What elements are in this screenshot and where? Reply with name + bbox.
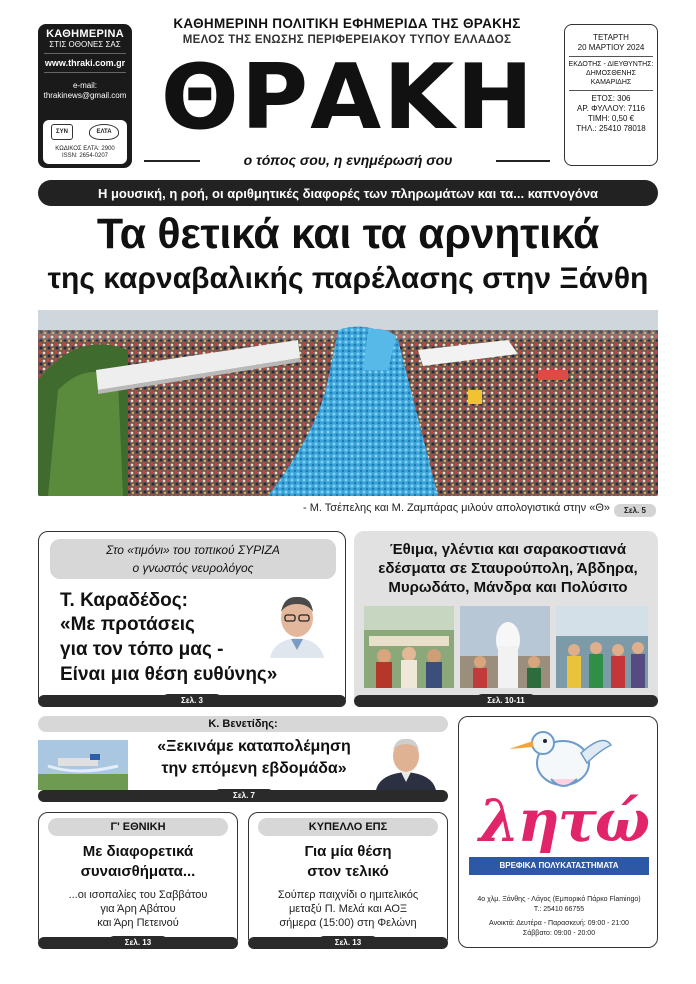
karadedos-portrait [262,588,332,658]
venetidis-quote-line2: την επόμενη εβδομάδα» [161,760,347,777]
website-link[interactable]: www.thraki.com.gr [44,58,126,68]
venetidis-label: Κ. Βενετίδης: [38,716,448,732]
cup-text-line3: σήμερα (15:00) στη Φελώνη [279,917,417,929]
customs-headline-line2: εδέσματα σε Σταυρούπολη, Άβδηρα, [378,560,638,577]
customs-photo-3 [556,606,648,688]
leto-hours-weekdays: Ανοικτά: Δευτέρα - Παρασκευή: 09:00 - 21:00 [489,920,629,927]
carnival-parade-photo[interactable] [38,310,658,496]
gamma-text-line1: ...οι ισοπαλίες του Σαββάτου [68,889,208,901]
lead-strap-text: Η μουσική, η ροή, οι αριθμητικές διαφορές των πληρωμάτων και τα... καπνογόνα [97,185,599,201]
email-link[interactable]: thrakinews@gmail.com [43,91,127,100]
divider [44,72,126,73]
publisher-label: ΕΚΔΟΤΗΣ - ΔΙΕΥΘΥΝΤΗΣ: [568,61,654,68]
leto-hours-saturday: Σάββατο: 09:00 - 20:00 [522,930,596,937]
customs-headline-line1: Έθιμα, γλέντια και σαρακοστιανά [389,541,627,558]
cup-text-line1: Σούπερ παιχνίδι ο ημιτελικός [277,889,419,901]
venetidis-portrait [370,734,442,790]
syriza-person-name: Τ. Καραδέδος: [60,590,188,611]
divider [569,90,653,91]
email-label: e-mail: [72,81,97,90]
lead-strap [38,180,658,206]
lead-subheadline[interactable]: της καρναβαλικής παρέλασης στην Ξάνθη [47,262,649,295]
stork-icon [503,723,615,795]
gamma-page-ref[interactable]: Σελ. 13 [108,936,168,949]
leto-advertisement[interactable] [458,716,658,948]
postal-code: ΚΩΔΙΚΟΣ ΕΛΤΑ: 2900 [55,146,115,152]
customs-headline [360,540,656,597]
issue-price: ΤΙΜΗ: 0,50 € [587,114,635,123]
leto-contact [463,895,655,939]
photo-caption: - Μ. Τσέπελης και Μ. Ζαμπάρας μιλούν απολογιστικά στην «Θ» [302,502,610,514]
cup-text [254,888,442,930]
spraying-photo [38,740,128,790]
venetidis-quote-line1: «Ξεκινάμε καταπολέμηση [157,738,351,755]
daily-label: ΚΑΘΗΜΕΡΙΝΑ [46,28,124,40]
gamma-text [44,888,232,930]
motto: ο τόπος σου, η ενημέρωσή σου [200,152,496,168]
syriza-kicker [50,539,336,579]
tagline-top: ΚΑΘΗΜΕΡΙΝΗ ΠΟΛΙΤΙΚΗ ΕΦΗΜΕΡΙΔΑ ΤΗΣ ΘΡΑΚΗΣ [173,16,521,31]
syriza-kicker-line1: Στο «τιμόνι» του τοπικού ΣΥΡΙΖΑ [106,543,280,557]
syriza-quote-line2: για τον τόπο μας - [60,639,224,660]
cup-label: ΚΥΠΕΛΛΟ ΕΠΣ [258,818,438,836]
issue-year: ΕΤΟΣ: 306 [591,94,631,103]
issue-date: 20 ΜΑΡΤΙΟΥ 2024 [577,43,645,52]
customs-photo-2 [460,606,550,688]
issue-info-box [564,24,658,166]
syriza-kicker-line2: ο γνωστός νευρολόγος [132,561,254,575]
cup-headline [254,842,442,882]
cup-page-ref[interactable]: Σελ. 13 [318,936,378,949]
publisher-name: ΔΗΜΟΣΘΕΝΗΣ [586,70,636,77]
gamma-text-line3: και Άρη Πετεινού [97,917,179,929]
customs-photo-1 [364,606,454,688]
tagline-member: ΜΕΛΟΣ ΤΗΣ ΕΝΩΣΗΣ ΠΕΡΙΦΕΡΕΙΑΚΟΥ ΤΥΠΟΥ ΕΛΛΑΔΟΣ [182,34,512,46]
issue-day: ΤΕΤΑΡΤΗ [593,33,629,42]
elta-logo-icon: ΕΛΤΑ [89,124,119,140]
leto-phone: Τ.: 25410 66755 [533,906,585,913]
contact-phone: ΤΗΛ.: 25410 78018 [576,124,646,133]
divider [569,56,653,57]
syriza-page-ref[interactable]: Σελ. 3 [162,694,222,707]
parade-illustration [38,310,658,496]
publisher-surname: ΚΑΜΑΡΙΔΗΣ [590,79,632,86]
issn: ISSN: 2654-0207 [61,153,109,159]
lead-headline[interactable]: Τα θετικά και τα αρνητικά [96,210,600,258]
venetidis-page-ref[interactable]: Σελ. 7 [214,789,274,802]
cup-headline-line2: στον τελικό [307,863,389,880]
syriza-quote-line3: Είναι μια θέση ευθύνης» [60,664,278,685]
leto-address: 4ο χλμ. Ξάνθης - Λάγος (Εμπορικό Πάρκο Flamingo) [477,896,641,903]
leto-logo: λητώ [479,787,649,855]
lead-page-ref[interactable]: Σελ. 5 [614,504,656,517]
gamma-headline-line2: συναισθήματα... [80,863,196,880]
gamma-text-line2: για Άρη Αβάτου [100,903,176,915]
cup-text-line2: μεταξύ Π. Μελά και ΑΟΞ [288,903,408,915]
cup-headline-line1: Για μία θέση [304,843,392,860]
gamma-label: Γ' ΕΘΝΙΚΗ [48,818,228,836]
subscription-box [38,24,132,168]
issue-number: ΑΡ. ΦΥΛΛΟΥ: 7116 [577,104,645,113]
venetidis-quote[interactable] [134,736,374,780]
customs-page-ref[interactable]: Σελ. 10-11 [476,694,536,707]
gamma-headline [44,842,232,882]
divider [44,53,126,54]
postal-info [43,120,127,164]
customs-headline-line3: Μυρωδάτο, Μάνδρα και Πολύσιτο [388,579,628,596]
leto-tagline: ΒΡΕΦΙΚΑ ΠΟΛΥΚΑΤΑΣΤΗΜΑΤΑ [469,857,649,875]
gamma-headline-line1: Με διαφορετικά [82,843,194,860]
syriza-quote-line1: «Με προτάσεις [60,614,195,635]
union-logo-icon: ΣΥΝ [51,124,73,140]
newspaper-title: ΘΡΑΚΗ [160,45,536,150]
screens-label: ΣΤΙΣ ΟΘΟΝΕΣ ΣΑΣ [49,40,121,49]
